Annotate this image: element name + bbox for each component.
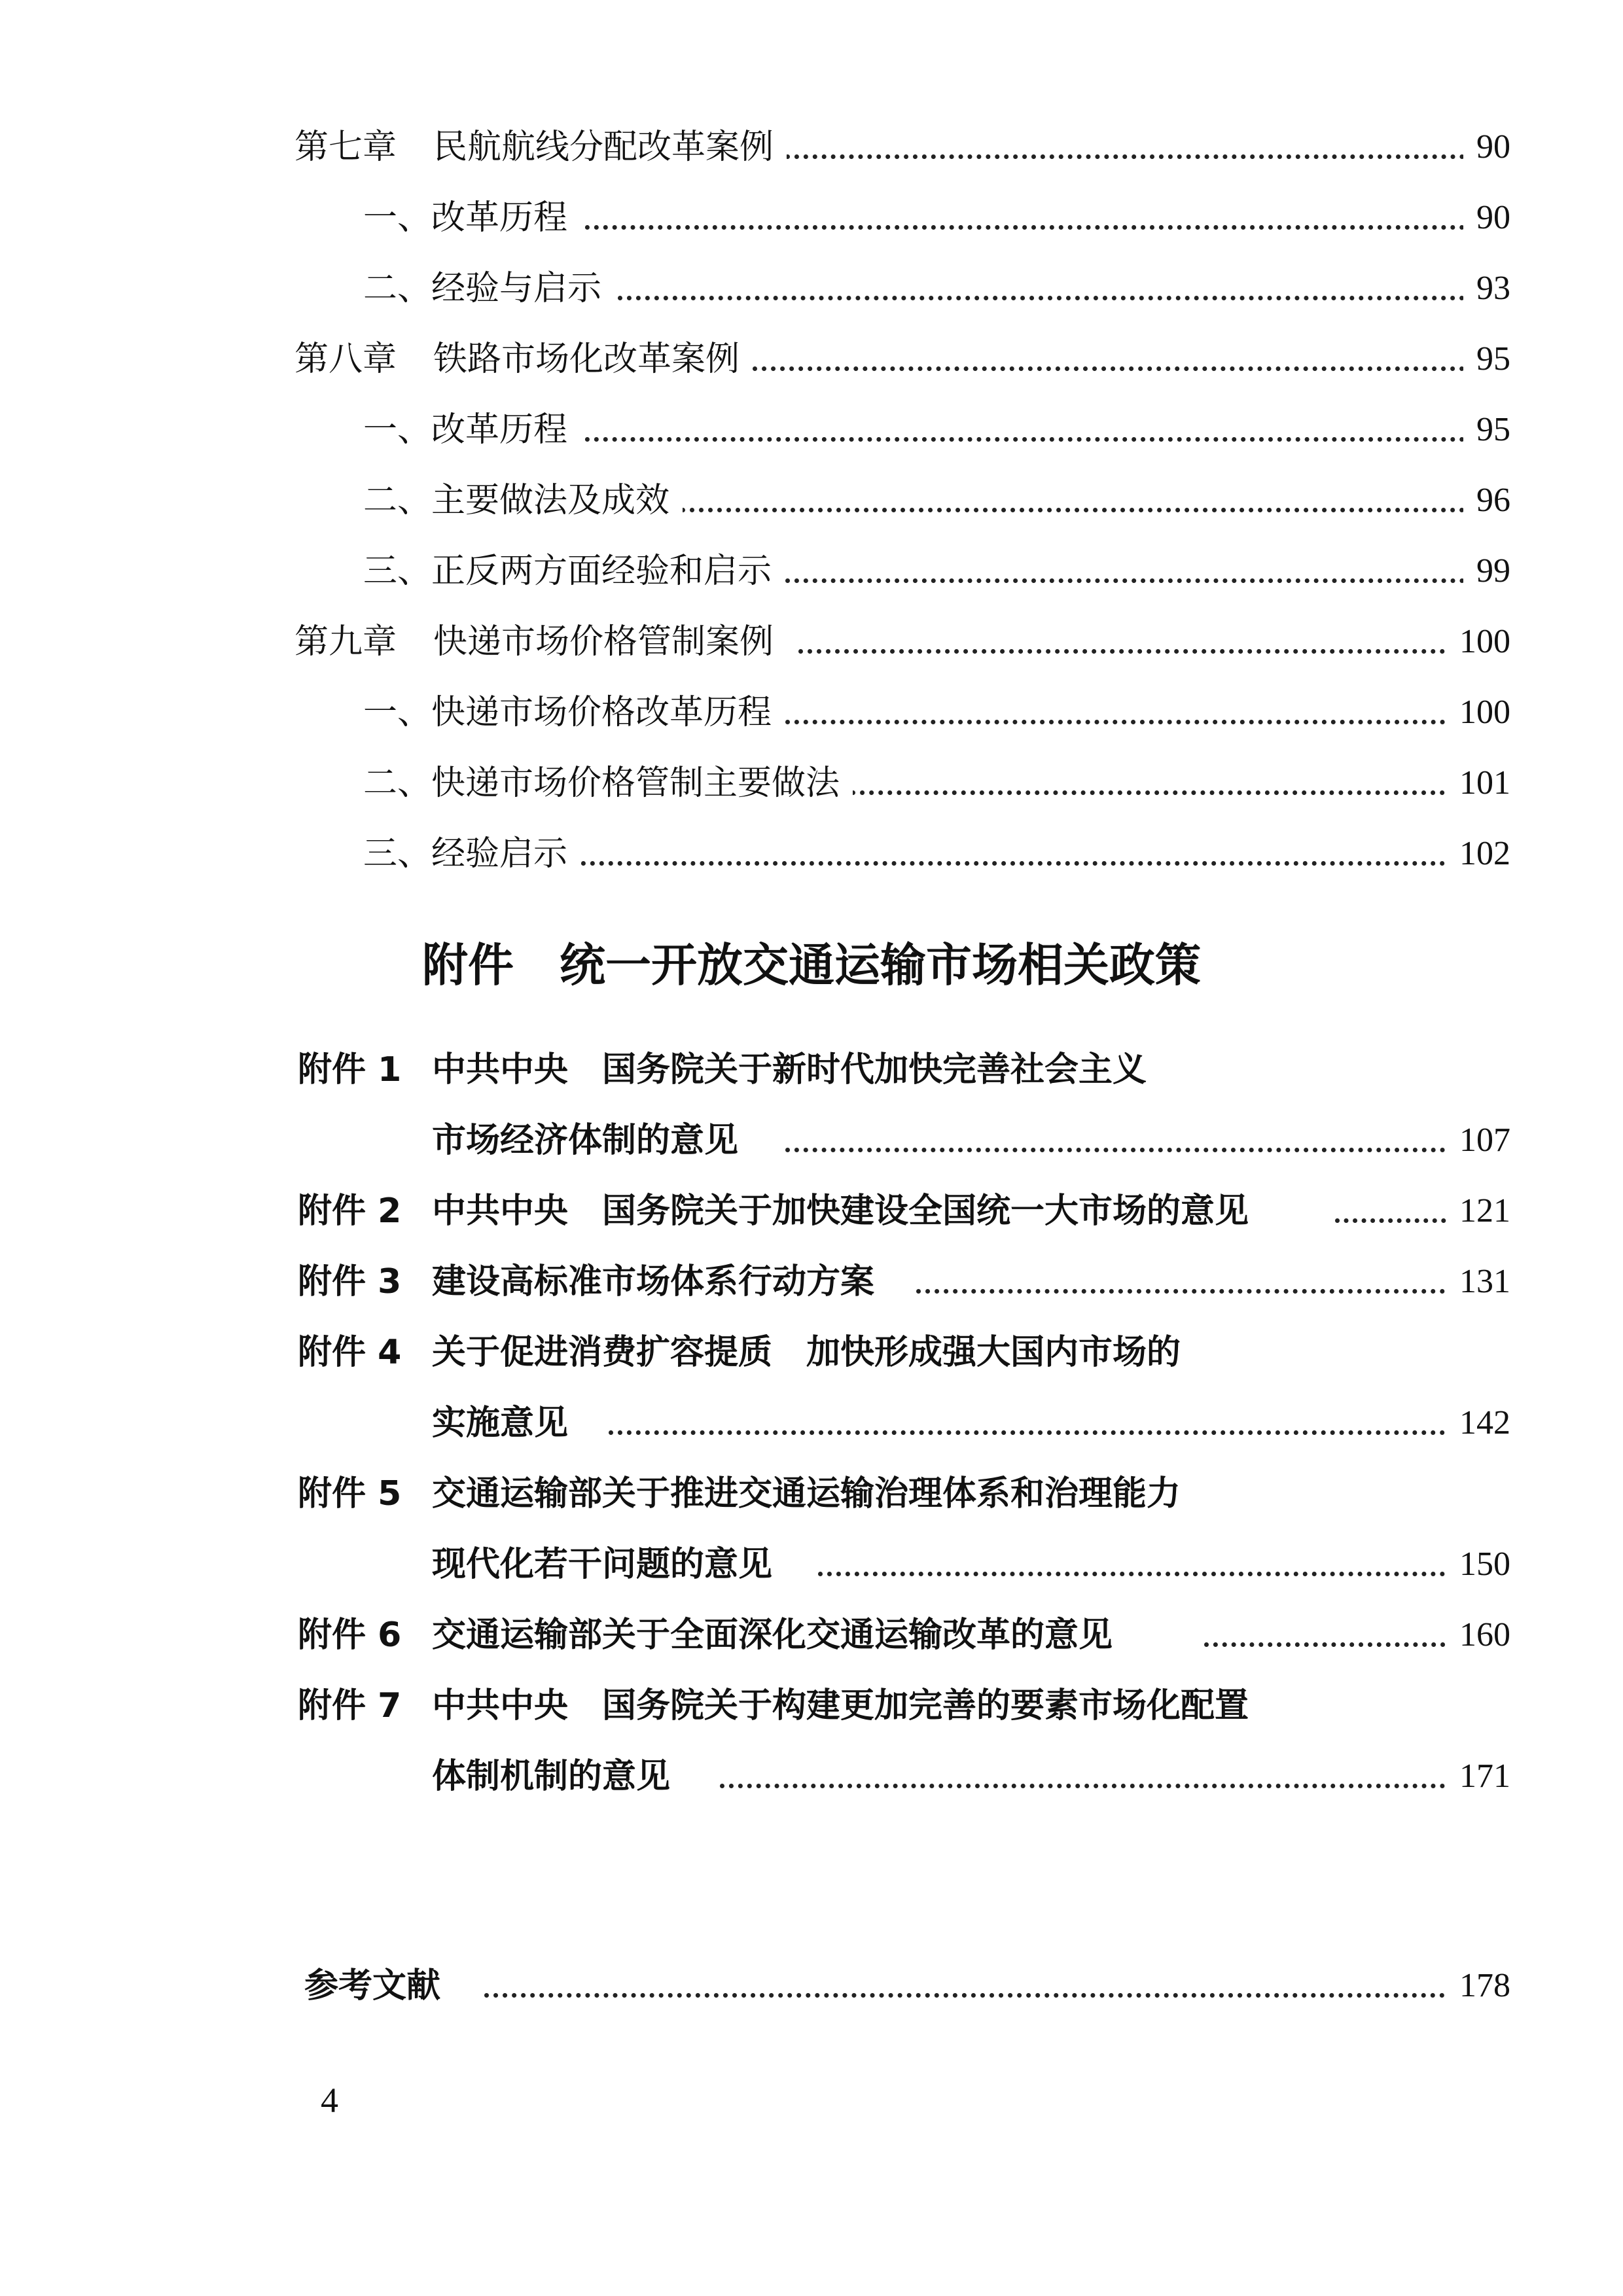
dot-leader bbox=[851, 790, 1472, 795]
page-number: 99 bbox=[1463, 542, 1510, 601]
chapter-heading bbox=[294, 612, 787, 671]
section-title: 一、快递市场价格改革历程 bbox=[363, 683, 785, 742]
chapter-heading bbox=[294, 118, 787, 177]
appendix-number: 附件 4 bbox=[298, 1333, 402, 1372]
appendix-title-line bbox=[432, 1323, 1194, 1382]
appendix-number: 附件 1 bbox=[298, 1050, 402, 1089]
appendix-number: 附件 2 bbox=[298, 1192, 402, 1231]
toc-appendix-2[interactable] bbox=[0, 1182, 1623, 1241]
appendix-number: 附件 7 bbox=[298, 1686, 402, 1725]
appendix-title-line: 建设高标准市场体系行动方案 bbox=[432, 1252, 887, 1311]
appendix-title-line: 交通运输部关于全面深化交通运输改革的意见 bbox=[432, 1606, 1126, 1665]
section-title: 一、改革历程 bbox=[363, 188, 580, 247]
toc-appendix-6[interactable] bbox=[0, 1606, 1623, 1665]
appendix-title-line: 市场经济体制的意见 bbox=[432, 1111, 751, 1170]
dot-leader bbox=[753, 366, 1492, 371]
appendix-title: 国务院关于构建更加完善的要素市场化配置 bbox=[602, 1686, 1249, 1725]
chapter-number: 第九章 bbox=[294, 622, 397, 662]
toc-section[interactable] bbox=[0, 188, 1623, 247]
page-number: 95 bbox=[1463, 400, 1510, 459]
page-number: 142 bbox=[1446, 1394, 1510, 1453]
page-number: 150 bbox=[1446, 1535, 1510, 1594]
appendix-number: 附件 3 bbox=[298, 1262, 402, 1301]
appendix-issuer: 关于促进消费扩容提质 bbox=[432, 1333, 773, 1372]
dot-leader bbox=[484, 1993, 1472, 1998]
dot-leader bbox=[785, 1148, 1472, 1152]
toc-chapter-9[interactable] bbox=[0, 612, 1623, 671]
dot-leader bbox=[785, 154, 1492, 159]
toc-references[interactable] bbox=[0, 1956, 1623, 2015]
toc-section[interactable] bbox=[0, 824, 1623, 883]
page-number: 160 bbox=[1446, 1606, 1510, 1665]
appendix-title-line bbox=[432, 1676, 1262, 1735]
page-number: 100 bbox=[1446, 683, 1510, 742]
section-title: 二、主要做法及成效 bbox=[363, 471, 683, 530]
section-title: 三、正反两方面经验和启示 bbox=[363, 542, 785, 601]
section-title: 一、改革历程 bbox=[363, 400, 580, 459]
appendix-title-line bbox=[432, 1182, 1262, 1241]
appendix-title: 国务院关于加快建设全国统一大市场的意见 bbox=[602, 1192, 1249, 1231]
page-number: 100 bbox=[1446, 612, 1510, 671]
appendix-number: 附件 6 bbox=[298, 1616, 402, 1655]
toc-appendix-5-cont[interactable] bbox=[0, 1535, 1623, 1594]
appendix-title-text: 统一开放交通运输市场相关政策 bbox=[560, 938, 1201, 992]
chapter-number: 第八章 bbox=[294, 340, 397, 379]
section-title: 三、经验启示 bbox=[363, 824, 580, 883]
toc-appendix-4-cont[interactable] bbox=[0, 1394, 1623, 1453]
appendix-title-line: 现代化若干问题的意见 bbox=[432, 1535, 785, 1594]
chapter-heading bbox=[294, 330, 753, 389]
appendix-issuer: 中共中央 bbox=[432, 1686, 569, 1725]
dot-leader bbox=[916, 1289, 1472, 1294]
appendix-issuer: 中共中央 bbox=[432, 1192, 569, 1231]
toc-section[interactable] bbox=[0, 683, 1623, 742]
chapter-number: 第七章 bbox=[294, 128, 397, 167]
page-number: 95 bbox=[1463, 330, 1510, 389]
appendix-title: 加快形成强大国内市场的 bbox=[806, 1333, 1181, 1372]
chapter-title: 铁路市场化改革案例 bbox=[433, 340, 740, 379]
toc-chapter-8[interactable] bbox=[0, 330, 1623, 389]
section-title: 二、经验与启示 bbox=[363, 259, 615, 318]
chapter-title: 民航航线分配改革案例 bbox=[433, 128, 774, 167]
page-number: 96 bbox=[1463, 471, 1510, 530]
appendix-title-line: 体制机制的意见 bbox=[432, 1747, 683, 1806]
dot-leader bbox=[818, 1572, 1472, 1576]
dot-leader bbox=[609, 1430, 1472, 1435]
page-number: 102 bbox=[1446, 824, 1510, 883]
toc-appendix-5[interactable] bbox=[0, 1464, 1623, 1523]
toc-section[interactable] bbox=[0, 259, 1623, 318]
page-number: 101 bbox=[1446, 754, 1510, 813]
dot-leader bbox=[681, 508, 1492, 512]
appendix-title-line bbox=[432, 1040, 1160, 1099]
toc-appendix-1-cont[interactable] bbox=[0, 1111, 1623, 1170]
dot-leader bbox=[576, 437, 1492, 442]
dot-leader bbox=[1204, 1642, 1472, 1647]
appendix-issuer: 中共中央 bbox=[432, 1050, 569, 1089]
page-number: 131 bbox=[1446, 1252, 1510, 1311]
dot-leader bbox=[798, 649, 1472, 654]
dot-leader bbox=[785, 578, 1492, 583]
toc-section[interactable] bbox=[0, 754, 1623, 813]
toc-section[interactable] bbox=[0, 471, 1623, 530]
chapter-title: 快递市场价格管制案例 bbox=[433, 622, 774, 662]
appendix-title-line: 实施意见 bbox=[432, 1394, 581, 1453]
toc-chapter-7[interactable] bbox=[0, 118, 1623, 177]
dot-leader bbox=[576, 225, 1492, 230]
appendix-title-line: 交通运输部关于推进交通运输治理体系和治理能力 bbox=[432, 1464, 1194, 1523]
toc-appendix-7-cont[interactable] bbox=[0, 1747, 1623, 1806]
page-number: 171 bbox=[1446, 1747, 1510, 1806]
page-number: 93 bbox=[1463, 259, 1510, 318]
toc-appendix-4[interactable] bbox=[0, 1323, 1623, 1382]
appendix-section-title bbox=[0, 929, 1623, 1001]
toc-appendix-7[interactable] bbox=[0, 1676, 1623, 1735]
toc-section[interactable] bbox=[0, 542, 1623, 601]
page-number: 90 bbox=[1463, 188, 1510, 247]
dot-leader bbox=[720, 1784, 1472, 1788]
appendix-title-prefix: 附件 bbox=[422, 938, 514, 992]
appendix-number: 附件 5 bbox=[298, 1474, 402, 1513]
dot-leader bbox=[785, 720, 1472, 724]
dot-leader bbox=[609, 296, 1492, 300]
page-number: 178 bbox=[1446, 1956, 1510, 2015]
toc-section[interactable] bbox=[0, 400, 1623, 459]
page-number: 107 bbox=[1446, 1111, 1510, 1170]
page-number: 90 bbox=[1463, 118, 1510, 177]
references-title: 参考文献 bbox=[304, 1956, 454, 2015]
appendix-title: 国务院关于新时代加快完善社会主义 bbox=[602, 1050, 1147, 1089]
dot-leader bbox=[563, 861, 1472, 866]
page-number: 121 bbox=[1446, 1182, 1510, 1241]
toc-appendix-1[interactable] bbox=[0, 1040, 1623, 1099]
section-title: 二、快递市场价格管制主要做法 bbox=[363, 754, 853, 813]
page-folio: 4 bbox=[321, 2081, 338, 2120]
toc-appendix-3[interactable] bbox=[0, 1252, 1623, 1311]
